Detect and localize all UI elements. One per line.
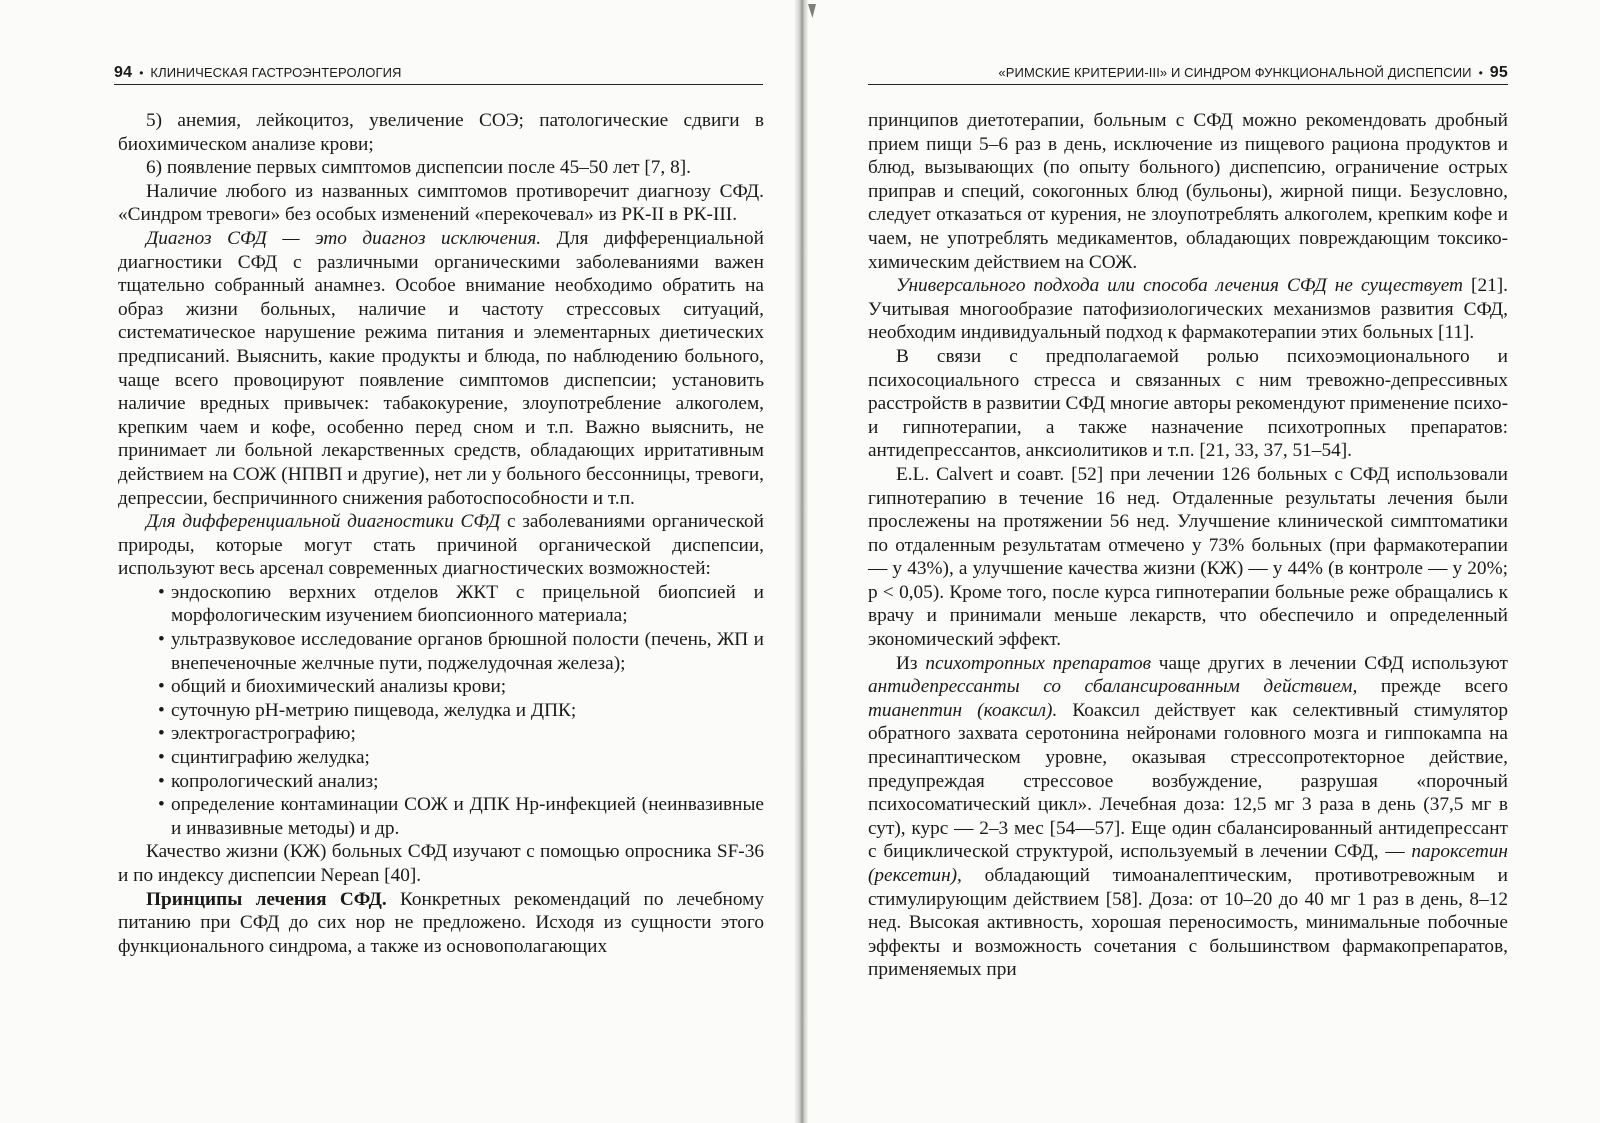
left-running-head [114,60,763,85]
paragraph-text: чаще других в лечении СФД используют [1151,652,1508,674]
paragraph: В связи с предполагаемой ролью психоэмоционального и психосоциального стресса и связанных с ним тревожно-депрессивных расстройств в развитии СФД многие авторы рекомендуют применение психо- и гипнотерапии, а также назначение психотропных препаратов: антидепрессантов, анксиолитиков и т.п. [21, 33, 37, 51–54]. [868,345,1508,462]
list-item: • общий и биохимический анализы крови; [158,675,764,699]
list-item: • эндоскопию верхних отделов ЖКТ с прицельной биопсией и морфологическим изучением биопсионного материала; [158,581,764,628]
diagnostics-list [118,581,764,841]
list-item: • ультразвуковое исследование органов брюшной полости (печень, ЖП и внепеченочные желчные пути, поджелудочная железа); [158,628,764,675]
italic-phrase: антидепрессанты со сбалансированным действием, [868,676,1358,698]
right-head-separator: • [1478,66,1483,80]
left-head-separator: • [139,66,144,80]
paragraph-text: прежде всего [1357,676,1508,698]
left-head-title: КЛИНИЧЕСКАЯ ГАСТРОЭНТЕРОЛОГИЯ [150,65,402,80]
italic-phrase: Для дифференциальной диагностики СФД [146,511,501,533]
paragraph: Качество жизни (КЖ) больных СФД изучают с помощью опросника SF-36 и по индексу диспепсии Nepean [40]. [118,841,764,886]
italic-phrase: Диагноз СФД — это диагноз исключения. [146,227,542,249]
book-spine [795,0,808,1123]
paragraph: 5) анемия, лейкоцитоз, увеличение СОЭ; патологические сдвиги в биохимическом анализе крови; [118,110,764,155]
paragraph-text: с заболеваниями органической природы, которые могут стать причиной органической диспепсии, используют весь арсенал современных диагностических возможностей: [118,511,765,580]
italic-phrase: тианептин (коаксил). [868,699,1058,721]
paragraph-text: Коаксил действует как селективный стимулятор обратного захвата серотонина нейронами головного мозга и гиппокампа на пресинаптическом уровне, оказывая стрессопротекторное действие, предупреждая стрессовое возбуждение, разрушая «порочный психосоматический цикл». Лечебная доза: 12,5 мг 3 раза в день (37,5 мг в сут), курс — 2–3 мес [54—57]. Еще один сбалансированный антидепрессант с бициклической структурой, используемый в лечении СФД, — [868,699,1508,863]
right-text-column [868,109,1508,982]
right-head-title: «РИМСКИЕ КРИТЕРИИ-III» И СИНДРОМ ФУНКЦИОНАЛЬНОЙ ДИСПЕПСИИ [998,65,1472,80]
list-item: • копрологический анализ; [158,770,764,794]
italic-phrase: Универсального подхода или способа лечения СФД не существует [896,275,1463,297]
list-item: • определение контаминации СОЖ и ДПК Нр-инфекцией (неинвазивные и инвазивные методы) и др. [158,793,764,840]
right-running-head [868,60,1508,85]
left-page-number: 94 [114,64,133,81]
paragraph [868,274,1508,345]
paragraph: Наличие любого из названных симптомов противоречит диагнозу СФД. «Синдром тревоги» без особых изменений «перекочевал» из РК-II в РК-III. [118,180,764,226]
paragraph [118,227,764,510]
paragraph: 6) появление первых симптомов диспепсии после 45–50 лет [7, 8]. [146,157,691,179]
paragraph-text: [21]. Учитывая многообразие патофизиологических механизмов развития СФД, необходим индивидуальный подход к фармакотерапии этих больных [11]. [868,275,1508,344]
paragraph-text: Из [896,652,926,674]
right-page-number: 95 [1489,64,1508,81]
paragraph [118,888,764,959]
paragraph-text: Конкретных рекомендаций по лечебному питанию при СФД до сих нор не предложено. Исходя из сущности этого функционального синдрома, а также из основополагающих [118,888,764,957]
italic-phrase: пароксетин (рексетин), [868,841,1508,886]
section-heading: Принципы лечения СФД. [146,888,387,910]
paragraph [118,510,764,581]
paragraph [868,652,1508,982]
paragraph-text: обладающий тимоаналептическим, противотревожным и стимулирующим действием [58]. Доза: от 10–20 до 40 мг 1 раз в день, 8–12 нед. Высокая активность, хорошая переносимость, минимальные побочные эффекты и возможность сочетания с большинством фармакопрепаратов, применяемых при [868,865,1508,981]
paragraph: E.L. Calvert и соавт. [52] при лечении 126 больных с СФД использовали гипнотерапию в течение 16 нед. Отдаленные результаты лечения были прослежены на протяжении 56 нед. Улучшение клинической симптоматики по отдаленным результатам отмечено у 73% больных (при фармакотерапии — у 43%), а улучшение качества жизни (КЖ) — у 44% (в контроле — у 20%; р < 0,05). Кроме того, после курса гипнотерапии больные реже обращались к врачу и принимали меньше лекарств, что обеспечило и определенный экономический эффект. [868,463,1508,651]
list-item: • суточную рН-метрию пищевода, желудка и ДПК; [158,699,764,723]
list-item: • электрогастрографию; [158,722,764,746]
paragraph-text: Для дифференциальной диагностики СФД с различными органическими заболеваниями важен тщательно собранный анамнез. Особое внимание необходимо обратить на образ жизни больных, наличие и частоту стрессовых ситуаций, систематическое нарушение режима питания и элементарных диетических предписаний. Выяснить, какие продукты и блюда, по наблюдению больного, чаще всего провоцируют появление симптомов диспепсии; установить наличие вредных привычек: табакокурение, злоупотребление алкоголем, крепким чаем и кофе, особенно перед сном и т.п. Важно выяснить, не принимает ли больной лекарственных средств, обладающих ирритативным действием на СОЖ (НПВП и другие), нет ли у больного бессонницы, тревоги, депрессии, беспричинного снижения работоспособности и т.п. [118,227,765,509]
paragraph: принципов диетотерапии, больным с СФД можно рекомендовать дробный прием пищи 5–6 раз в день, исключение из пищевого рациона продуктов и блюд, вызывающих (по опыту больного) диспепсию, ограничение острых приправ и специй, сокогонных блюд (бульоны), жирной пищи. Безусловно, следует отказаться от курения, не злоупотреблять алкоголем, крепким кофе и чаем, не употреблять медикаментов, обладающих повреждающим токсико-химическим действием на СОЖ. [868,110,1508,273]
left-text-column [118,109,764,958]
italic-phrase: психотропных препаратов [925,652,1152,674]
list-item: • сцинтиграфию желудка; [158,746,764,770]
